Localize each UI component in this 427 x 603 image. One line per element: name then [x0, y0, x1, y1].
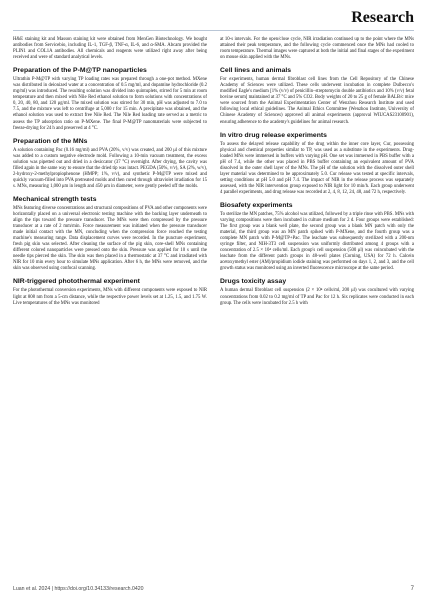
paragraph: Ultrathin P-M@TP with varying TP loading rates was prepared through a one-pot method. MXene was distributed in deionized water at a concentration of 0.5 mg/ml, and dopamine hydrochloride (0.2 mg/ml) was introduced. The resulting solution was divided into quintuplets, stirred for 5 min at room temperature and then mixed with Nile Red ethanol solution to form solutions with concentrations of 0, 20, 40, 80, and 120 μg/ml. The mixed solution was stirred for 30 min, pH was adjusted to 7.0 to 7.5, and the mixture was left to centrifuge at 5,000 r for 15 min. A precipitate was obtained, and the ethanol solution was used to extract free Nile Red. The Nile Red loading rate served as a metric to assess the TP adsorption ratio on P-MXene. The final P-M@TP nanomaterials were subjected to freeze-drying for 24 h and preserved at 4 °C. — [13, 77, 207, 131]
section-heading: Biosafety experiments — [220, 201, 293, 209]
section-heading: Drugs toxicity assay — [220, 278, 287, 286]
paragraph: A human dermal fibroblast cell suspension (2 × 10⁴ cells/ml, 200 μl) was cocultured with varying concentrations from 0.02 to 0.2 mg/ml of TP and Pac for 12 h. Six replicates were conducted in each group. The cells were incubated for 2.5 h with — [220, 288, 414, 306]
section-heading: Mechanical strength tests — [13, 195, 97, 203]
section-heading: Cell lines and animals — [220, 67, 292, 75]
paragraph: MNs featuring diverse concentrations and structural compositions of PVA and other components were horizontally placed on a universal electronic testing machine with the backing layer underneath to align the tips toward the pressure transducer. The MNs were then compressed by the pressure transducer at a rate of 2 mm/min. Force measurement was initiated when the pressure transducer made initial contact with the MN, concluding when the compression force reached the testing machine's measuring range. Data displacement curves were recorded. In the puncture experiment, fresh pig skin was selected. After cleaning the surface of the pig skin, core-shell MNs containing different colored nanoparticles were pressed onto the skin. Pressure was applied for 10 s until the needle tips pierced the skin. The skin was then placed in a thermostatic at 37 °C and irradiated with NIR for 10 min every hour to simulate MNs application. After 6 h, the MNs were removed, and the skin was observed using confocal scanning. — [13, 205, 207, 272]
left-column — [13, 37, 207, 307]
citation-doi[interactable]: Luan et al. 2024 | https://doi.org/10.34133/research.0420 — [13, 586, 144, 592]
section-heading: NIR-triggered photothermal experiment — [13, 278, 140, 286]
paragraph: For the photothermal conversion experiments, MNs with different components were exposed to NIR light at 808 nm from a 5-cm distance, while the respective power levels set at 1.25, 1.5, and 1.75 W. Live temperatures of the MNs was monitored — [13, 288, 207, 306]
header-rule — [13, 30, 414, 31]
journal-name: Research — [351, 9, 414, 26]
section-heading: In vitro drug release experiments — [220, 131, 327, 139]
paragraph: To assess the delayed release capability of the drug within the inner core layer, Cur, possessing physical and chemical properties similar to TP, was used as a substitute in the experiments. Drug-loaded MNs were immersed in buffers with varying pH. One set was immersed in PBS buffer with a pH of 7.4, while the other was placed in PBS buffer containing an equivalent amount of PVA dissolved in the outer shell layer of the MNs. The pH of the solution with the dissolved outer shell layer material was determined to be approximately 5.0. Cur release was tested at specific intervals, setting conditions at pH 5.0 and pH 7.4. The impact of NIR in the release process was separately assessed, with the NIR intervention group exposed to NIR light for 10 min/h. Each group underwent 4 parallel experiments, and drug release was recorded at 2, 4, 8, 12, 24, 48, and 72 h, respectively. — [220, 141, 414, 195]
section-heading: Preparation of the P-M@TP nanoparticles — [13, 67, 147, 75]
paragraph: To sterilize the MN patches, 75% alcohol was utilized, followed by a triple rinse with PBS. MNs with varying compositions were then incubated in culture medium for 2 d. Four groups were established: The first group was a blank well plate, the second group was a blank MN patch with only the material, the third group was an MN patch spiked with P-MXene, and the fourth group was a complete MN patch with P-M@TP+Pac. The leachate was subsequently sterilized with a 200-nm syringe filter, and NIH-3T3 cell suspension was uniformly distributed among 4 groups with a concentration of 2.5 × 10⁴ cells/ml. Each group's cell suspension (500 μl) was coincubated with the leachate from the different patch groups in 48-well plates (Corning, USA) for 72 h. Calcein acetoxymethyl ester (AM)/propidium iodide staining was performed on days 1, 2, and 3, and the cell growth status was monitored using an inverted fluorescence microscope at the same period. — [220, 211, 414, 272]
paragraph: For experiments, human dermal fibroblast cell lines from the Cell Repository of the Chinese Academy of Sciences were utilized. These cells underwent incubation in complete Dulbecco's modified Eagle's medium [1% (v/v) of penicillin–streptomycin double antibiotics and 10% (v/v) fetal bovine serum] maintained at 37 °C and 5% CO2. Body weights of 20 to 25 g of female BALB/c mice were sourced from the Animal Experimentation Center of Wenzhou Research Institute and used following local ethical guidelines. The Animal Ethics Committee (Wenzhou Institute, University of Chinese Academy of Sciences) approved all animal experiments (approval WIUCAS23100901), ensuring adherence to the academy's guidelines for animal research. — [220, 77, 414, 125]
paragraph: at 10-s intervals. For the open/close cycle, NIR irradiation continued up to the point where the MNs attained their peak temperature, and the following cycle commenced once the MNs had cooled to room temperature. Thermal images were captured at both the initial and final stages of the experiment on mouse skin applied with the MNs. — [220, 37, 414, 61]
paragraph: H&E staining kit and Masson staining kit were obtained from MenGen Biotechnology. We bought antibodies from Servicebio, including IL-1, TGF-β, TNF-α, IL-6, and α-SMA. Abcam provided the PLIN1 and COL1A antibodies. All chemicals and reagents were utilized right away after being received and were of standard analytical levels. — [13, 37, 207, 61]
section-heading: Preparation of the MNs — [13, 137, 88, 145]
paragraph: A solution containing Pac (0.16 mg/ml) and PVA (20%, v/v) was created, and 200 μl of this mixture was added to a custom negative electrode mold. Following a 10-min vacuum treatment, the excess solution was pipetted out and dried in a desiccator (37 °C) overnight. After drying, the cavity was filled again in the same way to ensure that the dried tip was intact. PEGDA (50%, v/v), SA (2%, w/v), 2-hydroxy-2-methylpropiophenone (HMPP; 1%, v/v), and synthetic P-M@TP were mixed and quickly vacuum-filled into PVA pretreated molds and then cured through ultraviolet irradiation for 15 s. MNs, measuring 1,000 μm in length and 450 μm in diameter, were gently peeled off the molds. — [13, 147, 207, 189]
page-number: 7 — [410, 586, 414, 592]
right-column — [220, 37, 414, 307]
